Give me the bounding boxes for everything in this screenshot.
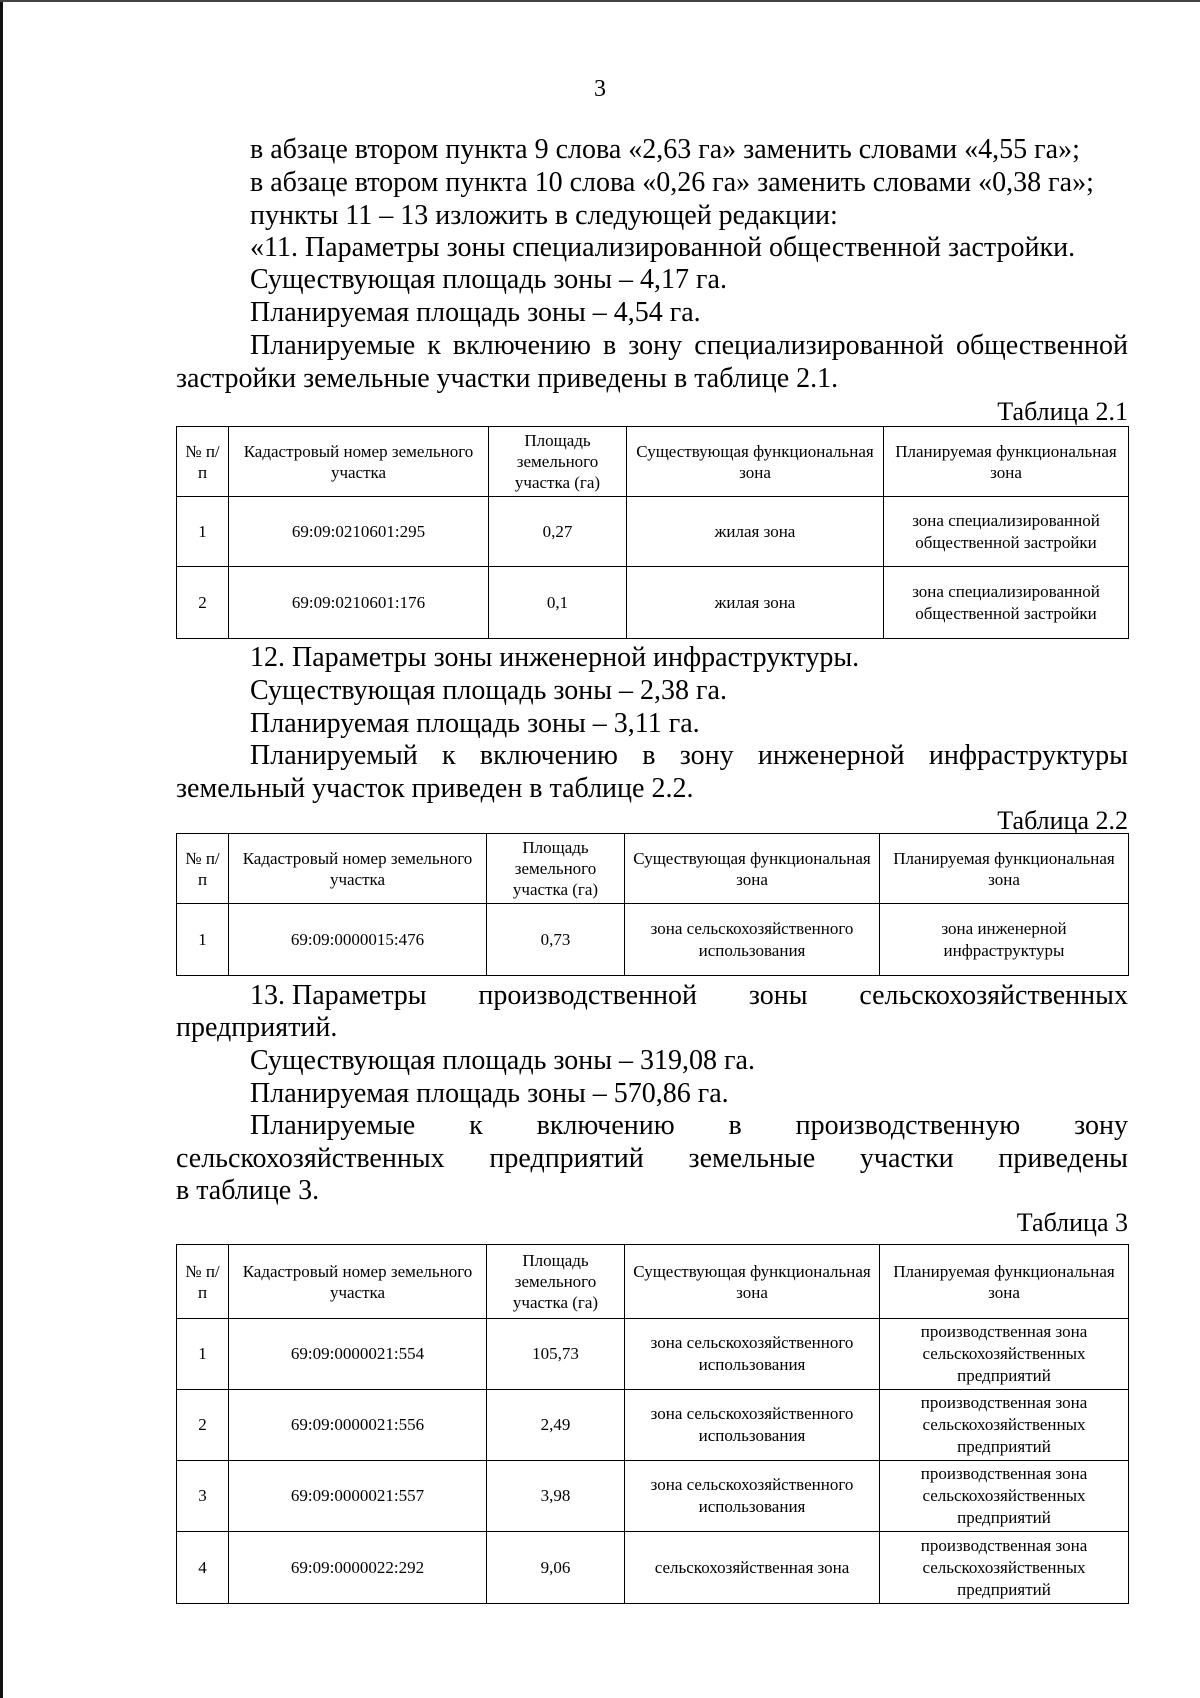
header-cadastral: Кадастровый номер земельного участка <box>229 834 487 904</box>
header-planned-zone: Планируемая функциональная зона <box>884 427 1129 497</box>
section-11-paragraph-line-1 <box>250 330 1128 362</box>
word: к <box>427 330 441 361</box>
section-12-existing-area: Существующая площадь зоны – 2,38 га. <box>250 675 727 706</box>
intro-line-2: в абзаце втором пункта 10 слова «0,26 га» заменить словами «0,38 га»; <box>250 167 1094 198</box>
cell-existing-zone: жилая зона <box>627 567 884 639</box>
cell-number: 2 <box>177 1390 229 1461</box>
table-row <box>177 1532 1129 1604</box>
section-11-planned-area: Планируемая площадь зоны – 4,54 га. <box>250 297 701 328</box>
table-3 <box>176 1244 1129 1604</box>
header-cadastral: Кадастровый номер земельного участка <box>229 427 489 497</box>
word: участки <box>859 1143 954 1174</box>
cell-cadastral: 69:09:0210601:295 <box>229 497 489 567</box>
word: в <box>728 1110 742 1141</box>
cell-planned-zone: производственная зона сельскохозяйственных предприятий <box>880 1319 1129 1390</box>
cell-number: 1 <box>177 1319 229 1390</box>
cell-cadastral: 69:09:0210601:176 <box>229 567 489 639</box>
word: земельные <box>688 1143 816 1174</box>
cell-planned-zone: зона специализированной общественной застройки <box>884 497 1129 567</box>
table-row <box>177 1461 1129 1532</box>
header-existing-zone: Существующая функциональная зона <box>625 834 880 904</box>
word: Планируемый <box>250 740 418 771</box>
table-2-2 <box>176 833 1129 976</box>
header-cadastral: Кадастровый номер земельного участка <box>229 1245 487 1319</box>
word: в <box>603 330 617 361</box>
cell-area: 0,1 <box>489 567 627 639</box>
table-3-caption: Таблица 3 <box>1016 1208 1128 1237</box>
word: общественной <box>955 330 1128 361</box>
cell-cadastral: 69:09:0000021:556 <box>229 1390 487 1461</box>
cell-existing-zone: зона сельскохозяйственного использования <box>625 1461 880 1532</box>
cell-number: 4 <box>177 1532 229 1604</box>
section-13-heading-line-2: предприятий. <box>176 1012 338 1043</box>
section-12-paragraph-line-2: земельный участок приведен в таблице 2.2. <box>176 773 694 804</box>
cell-cadastral: 69:09:0000015:476 <box>229 904 487 976</box>
page-number: 3 <box>594 76 606 102</box>
word: зону <box>679 740 734 771</box>
word: Планируемые <box>250 1110 416 1141</box>
word: специализированной <box>694 330 944 361</box>
section-13-heading-line-1 <box>250 980 1128 1012</box>
word: включению <box>452 330 591 361</box>
section-12-paragraph-line-1 <box>250 740 1128 772</box>
cell-existing-zone: зона сельскохозяйственного использования <box>625 904 880 976</box>
section-11-paragraph-line-2: застройки земельные участки приведены в таблице 2.1. <box>176 363 839 394</box>
cell-number: 1 <box>177 904 229 976</box>
word: инфраструктуры <box>928 740 1128 771</box>
cell-planned-zone: зона специализированной общественной застройки <box>884 567 1129 639</box>
word: включению <box>479 740 618 771</box>
section-13-paragraph-line-2 <box>176 1143 1128 1175</box>
word: к <box>469 1110 483 1141</box>
header-number: № п/п <box>177 427 229 497</box>
word: к <box>442 740 456 771</box>
header-existing-zone: Существующая функциональная зона <box>625 1245 880 1319</box>
cell-cadastral: 69:09:0000021:557 <box>229 1461 487 1532</box>
table-2-1 <box>176 426 1129 639</box>
table-row <box>177 567 1129 639</box>
word: сельскохозяйственных <box>176 1143 445 1174</box>
section-13-existing-area: Существующая площадь зоны – 319,08 га. <box>250 1045 755 1076</box>
cell-existing-zone: зона сельскохозяйственного использования <box>625 1319 880 1390</box>
cell-planned-zone: производственная зона сельскохозяйственных предприятий <box>880 1532 1129 1604</box>
header-number: № п/п <box>177 834 229 904</box>
cell-existing-zone: сельскохозяйственная зона <box>625 1532 880 1604</box>
table-2-1-caption: Таблица 2.1 <box>997 397 1128 426</box>
header-area: Площадь земельного участка (га) <box>487 834 625 904</box>
word: сельскохозяйственных <box>859 980 1128 1011</box>
cell-existing-zone: зона сельскохозяйственного использования <box>625 1390 880 1461</box>
word: зону <box>1074 1110 1128 1141</box>
table-header-row <box>177 834 1129 904</box>
word: предприятий <box>489 1143 644 1174</box>
header-existing-zone: Существующая функциональная зона <box>627 427 884 497</box>
cell-cadastral: 69:09:0000022:292 <box>229 1532 487 1604</box>
word: зону <box>628 330 683 361</box>
table-header-row <box>177 1245 1129 1319</box>
word: 13. Параметры <box>250 980 427 1011</box>
section-13-paragraph-line-3: в таблице 3. <box>176 1175 320 1206</box>
cell-area: 9,06 <box>487 1532 625 1604</box>
scan-edge-top <box>0 0 1200 2</box>
table-row <box>177 904 1129 976</box>
section-13-planned-area: Планируемая площадь зоны – 570,86 га. <box>250 1078 729 1109</box>
cell-number: 1 <box>177 497 229 567</box>
cell-number: 2 <box>177 567 229 639</box>
table-2-2-caption: Таблица 2.2 <box>997 806 1128 835</box>
cell-area: 3,98 <box>487 1461 625 1532</box>
cell-area: 105,73 <box>487 1319 625 1390</box>
table-row <box>177 1390 1129 1461</box>
cell-area: 2,49 <box>487 1390 625 1461</box>
header-planned-zone: Планируемая функциональная зона <box>880 1245 1129 1319</box>
word: включению <box>536 1110 675 1141</box>
cell-planned-zone: производственная зона сельскохозяйственных предприятий <box>880 1390 1129 1461</box>
section-11-heading: «11. Параметры зоны специализированной общественной застройки. <box>250 232 1076 263</box>
cell-planned-zone: производственная зона сельскохозяйственных предприятий <box>880 1461 1129 1532</box>
table-row <box>177 497 1129 567</box>
cell-number: 3 <box>177 1461 229 1532</box>
intro-line-1: в абзаце втором пункта 9 слова «2,63 га» заменить словами «4,55 га»; <box>250 134 1080 165</box>
intro-line-3: пункты 11 – 13 изложить в следующей редакции: <box>250 200 838 231</box>
header-area: Площадь земельного участка (га) <box>487 1245 625 1319</box>
cell-area: 0,73 <box>487 904 625 976</box>
section-12-heading: 12. Параметры зоны инженерной инфраструктуры. <box>250 642 860 673</box>
table-header-row <box>177 427 1129 497</box>
header-number: № п/п <box>177 1245 229 1319</box>
word: производственной <box>478 980 698 1011</box>
section-11-existing-area: Существующая площадь зоны – 4,17 га. <box>250 264 727 295</box>
section-13-paragraph-line-1 <box>250 1110 1128 1142</box>
section-12-planned-area: Планируемая площадь зоны – 3,11 га. <box>250 708 700 739</box>
cell-existing-zone: жилая зона <box>627 497 884 567</box>
word: в <box>642 740 656 771</box>
word: зоны <box>748 980 808 1011</box>
word: производственную <box>795 1110 1021 1141</box>
scan-edge-left <box>0 0 3 1698</box>
word: инженерной <box>757 740 905 771</box>
header-area: Площадь земельного участка (га) <box>489 427 627 497</box>
word: Планируемые <box>250 330 416 361</box>
cell-cadastral: 69:09:0000021:554 <box>229 1319 487 1390</box>
cell-planned-zone: зона инженерной инфраструктуры <box>880 904 1129 976</box>
table-row <box>177 1319 1129 1390</box>
header-planned-zone: Планируемая функциональная зона <box>880 834 1129 904</box>
cell-area: 0,27 <box>489 497 627 567</box>
word: приведены <box>998 1143 1128 1174</box>
